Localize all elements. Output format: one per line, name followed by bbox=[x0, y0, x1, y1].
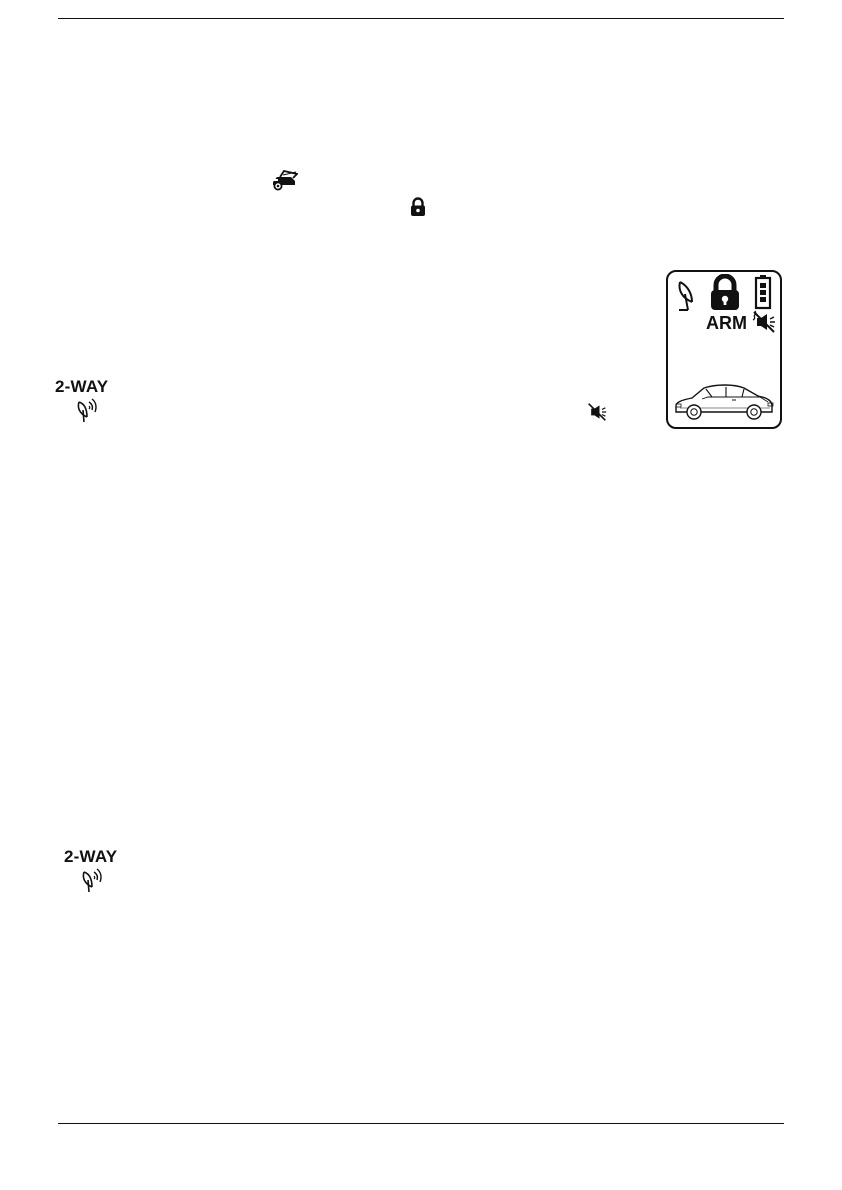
remote-lcd-display bbox=[666, 270, 782, 429]
arm-status-label: ARM bbox=[706, 313, 747, 333]
car-icon bbox=[672, 376, 776, 424]
bottom-rule bbox=[58, 1123, 784, 1124]
antenna-icon bbox=[676, 280, 696, 312]
two-way-badge-bottom bbox=[64, 848, 144, 894]
lock-icon bbox=[708, 274, 742, 312]
two-way-badge-top bbox=[55, 378, 135, 424]
siren-mute-icon bbox=[752, 310, 776, 334]
radio-wave-icon bbox=[80, 868, 106, 894]
lock-icon bbox=[409, 197, 427, 217]
two-way-label: 2-WAY bbox=[55, 377, 109, 396]
siren-mute-icon bbox=[587, 402, 607, 422]
battery-icon bbox=[754, 274, 772, 310]
radio-wave-icon bbox=[75, 398, 101, 424]
top-rule bbox=[58, 18, 784, 19]
trunk-open-icon bbox=[271, 170, 298, 192]
two-way-label: 2-WAY bbox=[64, 847, 118, 866]
